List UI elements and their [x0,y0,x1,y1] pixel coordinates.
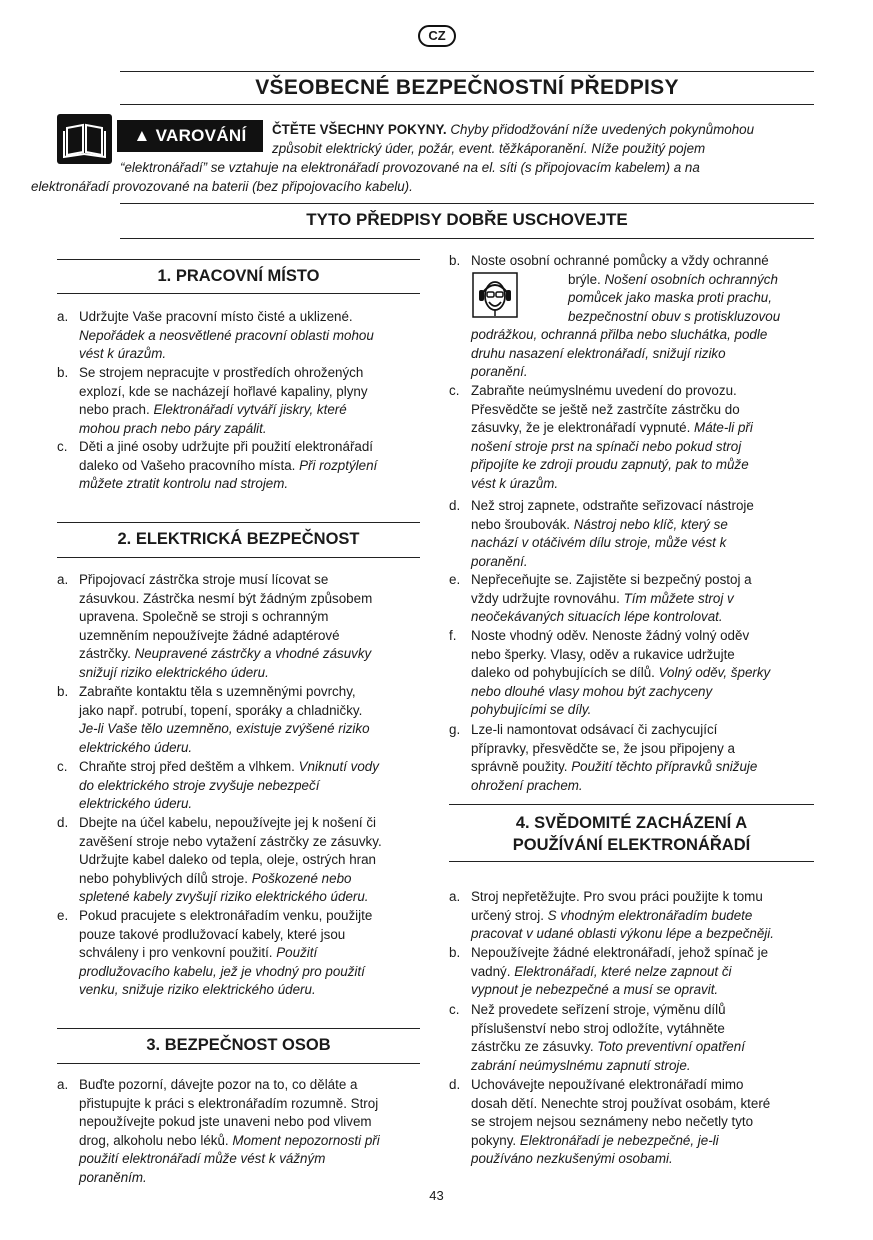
item-line: pohybujícími se díly. [471,702,592,717]
item-line: přistupujte k práci s elektronářadím rozumně. Stroj [79,1095,379,1111]
item-line: mohou prach nebo páry zapálit. [79,420,267,436]
item-line: zavěšení stroje nebo vytažení zástrčky ze zásuvky. [79,833,382,849]
item-line: nebo prach. [79,402,154,417]
item-line: explozí, kde se nacházejí hořlavé kapaliny, plyny [79,383,368,399]
item-label: a. [57,1077,69,1092]
page-number: 43 [429,1188,444,1203]
item-line: nebo šroubovák. [471,516,574,532]
item-line: schváleny i pro venkovní použití. [79,945,277,960]
item-line: elektrického úderu. [79,739,193,755]
item-line: pouze takové prodlužovací kabely, které jsou [79,926,346,942]
item-line: zabrání neúmyslnému zapnutí stroje. [471,1057,691,1073]
section-4-title-line-2: POUŽÍVÁNÍ ELEKTRONÁŘADÍ [512,836,751,854]
item-label: c. [57,439,68,454]
s1-rule-top [57,259,420,260]
keep-rule-top [120,203,814,204]
item-line: S vhodným elektronářadím budete [547,907,753,923]
item-label: e. [57,908,69,923]
item-line: používáno nezkušenými osobami. [471,1151,673,1166]
item-line: Zabraňte neúmyslnému uvedení do provozu. [471,383,737,398]
warning-badge: ▲ VAROVÁNÍ [117,120,263,152]
item-label: e. [449,572,461,587]
item-label: c. [449,383,460,398]
item-line: podrážkou, ochranná přilba nebo sluchátka, podle [471,327,768,342]
warning-line-3 [120,158,700,177]
item-label: a. [57,572,69,587]
item-line: Nepořádek a neosvětlené pracovní oblasti mohou [79,327,374,343]
item-line: zásuvkou. Zástrčka nesmí být žádným způsobem [79,590,373,606]
item-line: vždy udržujte rovnováhu. [471,590,624,606]
item-line: Elektronářadí je nebezpečné, je-li [519,1132,719,1148]
item-line: ohrožení prachem. [471,777,583,793]
item-line: bezpečnostní obuv s protiskluzovou [568,308,781,324]
item-line: poraněním. [79,1169,147,1185]
item-line: nebo dlouhé vlasy mohou být zachyceny [471,683,713,699]
item-line: přípravky, přesvědčte se, že jsou připojeny a [471,740,735,756]
item-line: správně použity. [471,759,572,774]
warning-line-3-text: “elektronářadí” se vztahuje na elektronářadí provozované na el. síti (s připojovacím kabelem) a na [120,160,700,175]
item-line: vést k úrazům. [471,475,559,491]
keep-instructions-title: TYTO PŘEDPISY DOBŘE USCHOVEJTE [306,210,628,229]
item-line: Připojovací zástrčka stroje musí lícovat se [79,572,329,587]
item-label: b. [449,945,461,960]
item-line: Použití těchto přípravků snižuje [571,759,758,774]
item-line: brýle. [568,271,605,287]
item-line: Než stroj zapnete, odstraňte seřizovací nástroje [471,498,754,513]
item-line: Uchovávejte nepoužívané elektronářadí mimo [471,1077,744,1092]
item-line: Poškozené nebo [251,870,352,886]
s2-rule-top [57,522,420,523]
item-line: Stroj nepřetěžujte. Pro svou práci použijte k tomu [471,889,763,904]
title-rule-bottom [120,104,814,105]
item-line: Toto preventivní opatření [597,1039,745,1054]
item-line: vést k úrazům. [79,346,167,361]
item-line: Dbejte na účel kabelu, nepoužívejte jej k nošení či [79,815,377,830]
item-label: d. [57,815,69,830]
item-line: Se strojem nepracujte v prostředích ohrožených [79,365,364,380]
section-4-title [449,812,814,856]
item-line: Nepřeceňujte se. Zajistěte si bezpečný postoj a [471,572,752,587]
item-line: pracovat v udané oblasti výkonu lépe a bezpečněji. [471,926,774,941]
item-label: d. [449,498,461,513]
warning-line-1 [272,120,754,139]
s3-rule-bottom [57,1063,420,1064]
item-line: nošení stroje prst na spínači nebo pokud stroj [471,438,742,454]
item-line: daleko od Vašeho pracovního místa. [79,457,300,473]
item-line: pomůcek jako maska proti prachu, [568,290,772,305]
item-label: c. [449,1002,460,1017]
item-label: c. [57,759,68,774]
warning-line-4 [31,177,413,196]
s2-rule-bottom [57,557,420,558]
item-line: nebo pohyblivých dílů stroje. [79,870,252,886]
item-label: a. [57,309,69,324]
page-title: VŠEOBECNÉ BEZPEČNOSTNÍ PŘEDPISY [255,76,679,99]
warning-line-2 [272,139,705,158]
s3-rule-top [57,1028,420,1029]
warning-line-4-text: elektronářadí provozované na baterii (bez připojovacího kabelu). [31,179,413,194]
safety-goggles-ear-protection-icon [472,272,518,318]
item-line: určený stroj. [471,907,548,923]
s4-rule-top [449,804,814,805]
item-label: d. [449,1077,461,1092]
item-line: Pokud pracujete s elektronářadím venku, použijte [79,908,373,923]
item-line: Moment nepozornosti při [232,1132,380,1148]
item-line: Buďte pozorní, dávejte pozor na to, co děláte a [79,1077,358,1092]
item-line: Volný oděv, šperky [658,665,771,680]
item-line: drog, alkoholu nebo léků. [79,1132,233,1148]
item-label: b. [57,365,69,380]
keep-rule-bottom [120,238,814,239]
item-line: Elektronářadí, které nelze zapnout či [514,963,732,979]
item-line: Tím můžete stroj v [623,590,734,606]
s1-rule-bottom [57,293,420,294]
item-line: Děti a jiné osoby udržujte při použití elektronářadí [79,439,374,454]
section-1-title: 1. PRACOVNÍ MÍSTO [157,267,320,285]
item-line: venku, snižuje riziko elektrického úderu. [79,982,316,997]
item-label: f. [449,628,457,643]
warning-line-1-text: Chyby přidodžování níže uvedených pokynůmohou [450,122,755,137]
item-line: daleko od pohybujících se dílů. [471,665,659,680]
item-line: Při rozptýlení [299,457,378,473]
item-line: Nástroj nebo klíč, který se [573,516,728,532]
item-line: Noste vhodný oděv. Nenoste žádný volný oděv [471,628,750,643]
manual-book-icon [57,114,112,164]
item-line: zástrčky. [79,646,135,661]
item-line: snižují riziko elektrického úderu. [79,664,269,680]
item-line: Noste osobní ochranné pomůcky a vždy ochranné [471,253,769,268]
language-badge: CZ [418,25,456,47]
item-line: spletené kabely zvyšují riziko elektrického úderu. [79,889,369,904]
item-line: pokyny. [471,1132,520,1148]
item-line: nepoužívejte pokud jste unaveni nebo pod vlivem [79,1114,372,1129]
item-line: Zabraňte kontaktu těla s uzemněnými povrchy, [79,684,356,699]
item-line: Vniknutí vody [298,759,379,774]
item-label: a. [449,889,461,904]
item-line: můžete ztratit kontrolu nad strojem. [79,476,289,491]
item-line: Elektronářadí vytváří jiskry, které [153,402,347,417]
item-line: prodlužovacího kabelu, jež je vhodný pro použití [79,963,365,979]
title-rule-top [120,71,814,72]
item-label: b. [449,253,461,268]
item-label: g. [449,722,461,737]
item-line: Udržujte kabel daleko od tepla, oleje, ostrých hran [79,852,377,867]
item-line: nachází v otáčivém dílu stroje, může vést k [471,535,727,550]
item-line: nebo šperky. Vlasy, oděv a rukavice udržujte [471,646,735,662]
item-line: poranění. [471,364,528,379]
item-line: se strojem nejsou seznámeny nebo nečetly tyto [471,1114,754,1129]
item-line: Než provedete seřízení stroje, výměnu dílů [471,1002,726,1017]
item-line: do elektrického stroje zvyšuje nebezpečí [79,777,320,793]
item-line: Lze-li namontovat odsávací či zachycující [471,722,718,737]
warning-line-2-text: způsobit elektrický úder, požár, event. těžkáporanění. Níže použitý pojem [272,141,706,156]
item-line: použití elektronářadí může vést k vážným [79,1151,326,1166]
item-line: Je-li Vaše tělo uzemněno, existuje zvýšené riziko [79,721,370,736]
item-line: Použití [276,945,318,960]
item-line: vadný. [471,963,515,979]
item-line: připojíte ke zdroji proudu zapnutý, pak to může [471,457,749,472]
item-line: dosah dětí. Nenechte stroj používat osobám, které [471,1095,771,1111]
item-line: Udržujte Vaše pracovní místo čisté a uklizené. [79,309,353,324]
item-line: uzemněním nepoužívejte žádné adaptérové [79,627,340,643]
item-line: neočekávaných situacích lépe kontrolovat. [471,609,723,624]
s4-rule-bottom [449,861,814,862]
item-line: zásuvky, že je elektronářadí vypnuté. [471,420,695,435]
item-line: upravena. Společně se stroji s ochranným [79,609,329,624]
warning-heading: ČTĚTE VŠECHNY POKYNY. [272,122,447,137]
item-line: Nepoužívejte žádné elektronářadí, jehož spínač je [471,945,769,960]
item-line: poranění. [471,553,528,569]
section-3-title: 3. BEZPEČNOST OSOB [146,1036,331,1054]
item-line: příslušenství nebo stroj odložíte, vytáhněte [471,1020,725,1036]
item-line: Chraňte stroj před deštěm a vlhkem. [79,759,299,774]
item-line: Přesvědčte se ještě než zastrčíte zástrčku do [471,401,740,417]
section-2-title: 2. ELEKTRICKÁ BEZPEČNOST [117,530,360,548]
item-label: b. [57,684,69,699]
item-line: zástrčku ze zásuvky. [471,1039,598,1054]
item-line: druhu nasazení elektronářadí, snižují riziko [471,345,726,361]
item-line: vypnout je nebezpečné a musí se opravit. [471,982,719,997]
item-line: elektrického úderu. [79,796,193,811]
item-line: jako např. potrubí, topení, sporáky a chladničky. [79,702,363,718]
section-4-title-line-1: 4. SVĚDOMITÉ ZACHÁZENÍ A [515,814,748,832]
item-line: Nošení osobních ochranných [604,271,778,287]
item-line: Máte-li při [694,420,753,435]
item-line: Neupravené zástrčky a vhodné zásuvky [134,646,372,661]
